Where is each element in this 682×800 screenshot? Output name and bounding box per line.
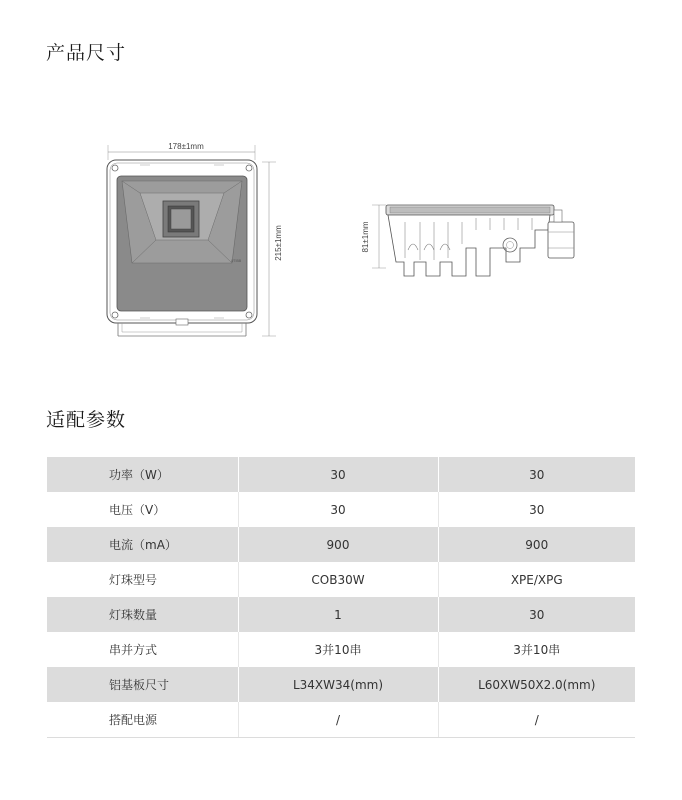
row-label: 电压（V） — [47, 492, 238, 527]
row-value-2: 900 — [438, 527, 635, 562]
row-label: 电流（mA） — [47, 527, 238, 562]
housing-badge: UTIBB — [230, 259, 242, 263]
row-value-1: 30 — [238, 492, 438, 527]
row-value-2: L60XW50X2.0(mm) — [438, 667, 635, 702]
row-value-1: / — [238, 702, 438, 738]
row-label: 搭配电源 — [47, 702, 238, 738]
row-value-2: 30 — [438, 457, 635, 492]
row-value-2: 30 — [438, 492, 635, 527]
row-label: 铝基板尺寸 — [47, 667, 238, 702]
row-value-2: XPE/XPG — [438, 562, 635, 597]
section-title-dimensions: 产品尺寸 — [46, 42, 127, 64]
table-row — [47, 492, 635, 527]
table-row — [47, 562, 635, 597]
table-row — [47, 527, 635, 562]
section-title-params: 适配参数 — [46, 409, 127, 431]
row-value-1: COB30W — [238, 562, 438, 597]
row-label: 功率（W） — [47, 457, 238, 492]
row-value-1: 3并10串 — [238, 632, 438, 667]
width-dimension-label: 178±1mm — [168, 142, 204, 151]
row-value-2: 3并10串 — [438, 632, 635, 667]
row-label: 灯珠数量 — [47, 597, 238, 632]
depth-dimension-label: 81±1mm — [361, 221, 370, 253]
height-dimension-label: 215±1mm — [274, 225, 283, 261]
row-value-2: / — [438, 702, 635, 738]
row-value-1: 1 — [238, 597, 438, 632]
row-value-2: 30 — [438, 597, 635, 632]
front-view — [107, 145, 276, 336]
row-value-1: L34XW34(mm) — [238, 667, 438, 702]
table-row — [47, 597, 635, 632]
row-label: 串并方式 — [47, 632, 238, 667]
table-row — [47, 457, 635, 492]
side-view — [372, 205, 574, 276]
row-value-1: 900 — [238, 527, 438, 562]
row-label: 灯珠型号 — [47, 562, 238, 597]
table-row — [47, 667, 635, 702]
table-row — [47, 632, 635, 667]
row-value-1: 30 — [238, 457, 438, 492]
table-row — [47, 702, 635, 738]
spec-table — [47, 457, 635, 738]
